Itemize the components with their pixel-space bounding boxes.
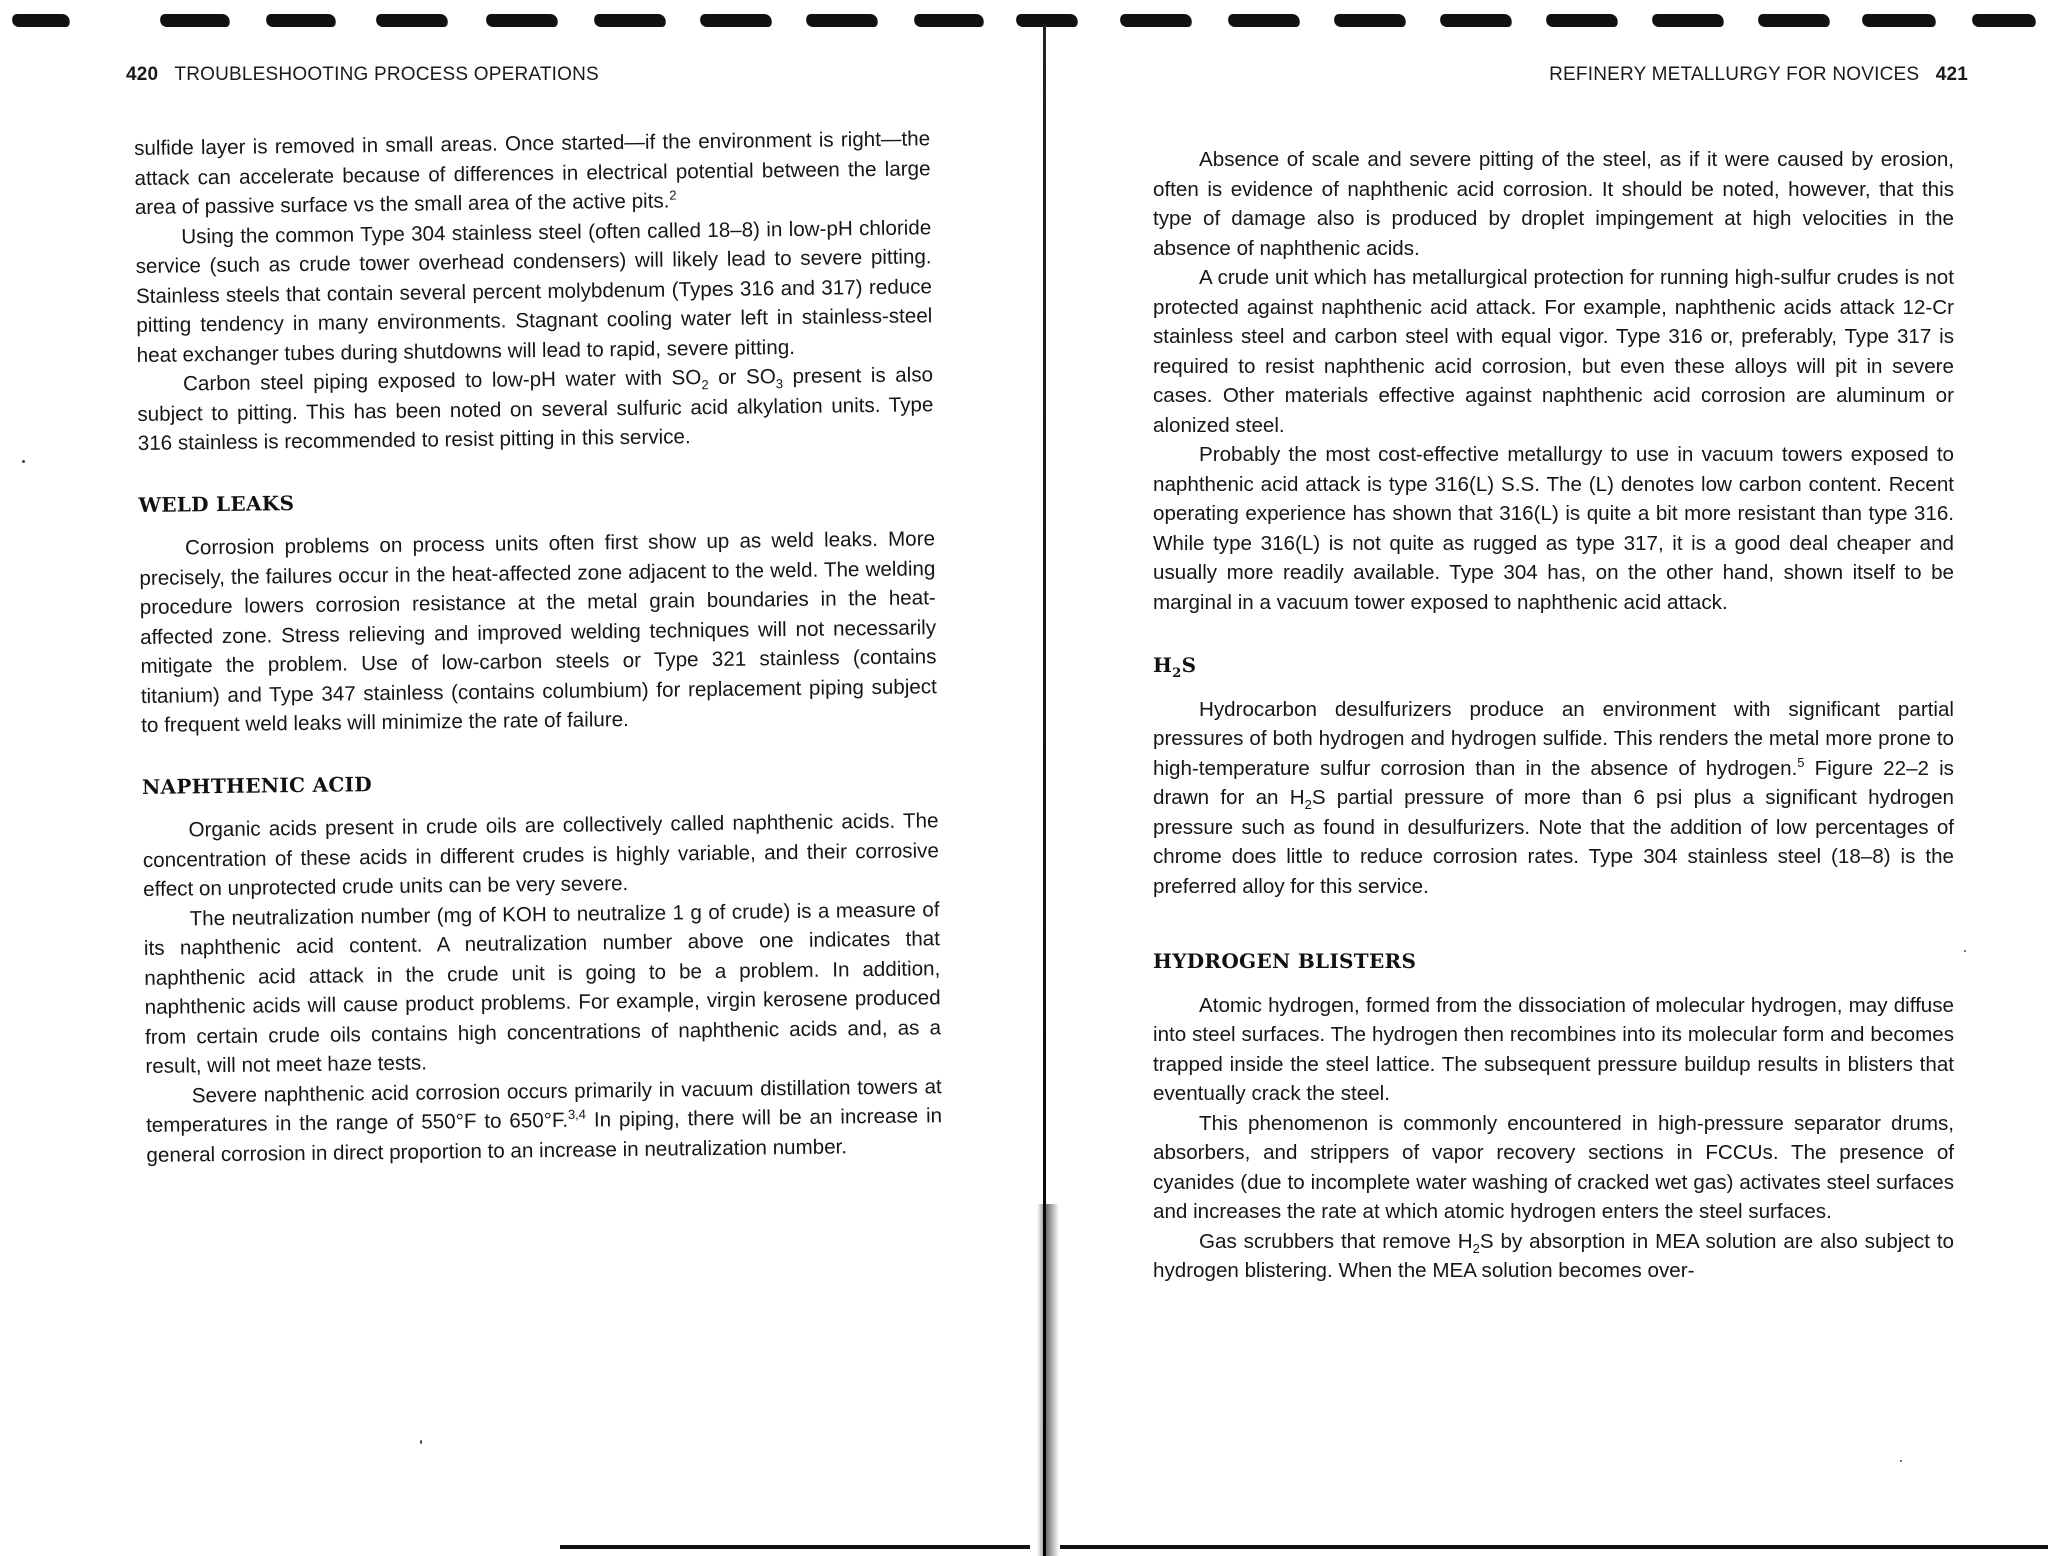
gutter-shadow	[1037, 1204, 1059, 1556]
page-number: 420	[126, 64, 159, 85]
paragraph: Using the common Type 304 stainless steel (often called 18–8) in low-pH chloride service (such as crude tower overhead condensers) will likely lead to severe pitting. Stainless steels that contain several percent molybdenum (Types 316 and 317) reduce pitting tendency in many environments. Stagnant cooling water left in stainless-steel heat exchanger tubes during shutdowns will lead to rapid, severe pitting.	[135, 215, 933, 367]
paragraph: Severe naphthenic acid corrosion occurs primarily in vacuum distillation towers at temperatures in the range of 550°F to 650°F.$^{3,4}$ In piping, there will be an increase in general corrosion in direct proportion to an increase in neutralization number.	[145, 1074, 943, 1167]
paragraph: Carbon steel piping exposed to low-pH water with $SO_2$ or $SO_3$ present is also subject to pitting. This has been noted on several sulfuric acid alkylation units. Type 316 stainless is recommended to resist pitting in this service.	[137, 363, 934, 455]
paragraph: The neutralization number (mg of KOH to neutralize 1 g of crude) is a measure of its naphthenic acid content. A neutralization number above one indicates that naphthenic acid attack in the crude unit is going to be a problem. In addition, naphthenic acids will cause product problems. For example, virgin kerosene produced from certain crude oils contains high concentrations of naphthenic acids and, as a result, will not meet haze tests.	[143, 897, 942, 1078]
scan-speck	[420, 1440, 422, 1444]
footnote-ref: 2	[669, 187, 677, 203]
paragraph: This phenomenon is commonly encountered in high-pressure separator drums, absorbers, and strippers of vapor recovery sections in FCCUs. The presence of cyanides (due to incomplete water washing of cracked wet gas) activates steel surfaces and increases the rate at which atomic hydrogen enters the steel surfaces.	[1153, 1111, 1954, 1223]
scan-speck	[1900, 1460, 1902, 1462]
running-head-title: TROUBLESHOOTING PROCESS OPERATIONS	[174, 64, 599, 85]
running-head-title: REFINERY METALLURGY FOR NOVICES	[1549, 64, 1920, 85]
paragraph: Gas scrubbers that remove $H_2S$ by absorption in MEA solution are also subject to hydrogen blistering. When the MEA solution becomes over-	[1153, 1229, 1954, 1282]
paragraph: Absence of scale and severe pitting of the steel, as if it were caused by erosion, often is evidence of naphthenic acid corrosion. It should be noted, however, that this type of damage also is produced by droplet impingement at high velocities in the absence of naphthenic acids.	[1153, 148, 1954, 260]
footnote-ref: 5	[1797, 754, 1805, 770]
scan-speck	[22, 460, 25, 463]
paragraph: Organic acids present in crude oils are collectively called naphthenic acids. The concentration of these acids in different crudes is highly variable, and their corrosive effect on unprotected crude units can be very severe.	[142, 809, 939, 901]
left-running-head	[126, 64, 599, 86]
right-page	[1060, 0, 2048, 1556]
right-running-head	[1549, 64, 1968, 86]
scan-speck	[1964, 950, 1966, 952]
section-heading: NAPHTHENIC ACID	[141, 771, 373, 799]
right-text-column	[1153, 145, 1954, 1286]
left-text-column	[134, 124, 943, 1170]
paragraph: Hydrocarbon desulfurizers produce an environment with significant partial pressures of both hydrogen and hydrogen sulfide. This renders the metal more prone to high-temperature sulfur corrosion than in the absence of hydrogen.$^5$ Figure 22–2 is drawn for an $H_2S$ partial pressure of more than 6 psi plus a significant hydrogen pressure such as found in desulfurizers. Note that the addition of low percentages of chrome does little to reduce corrosion rates. Type 304 stainless steel (18–8) is the preferred alloy for this service.	[1153, 697, 1954, 898]
section-heading: $H_2S$	[1153, 653, 1197, 681]
paragraph: sulfide layer is removed in small areas. Once started—if the environment is right—the attack can accelerate because of differences in electrical potential between the large area of passive surface vs the small area of the active pits.$^2$	[134, 127, 931, 219]
book-gutter	[1037, 24, 1059, 1556]
paragraph: Probably the most cost-effective metallurgy to use in vacuum towers exposed to naphthenic acid attack is type 316(L) S.S. The (L) denotes low carbon content. Recent operating experience has shown that 316(L) is quite a bit more resistant than type 316. While type 316(L) is not quite as rugged as type 317, it is a good deal cheaper and usually more readily available. Type 304 has, on the other hand, shown itself to be marginal in a vacuum tower exposed to naphthenic acid attack.	[1153, 443, 1954, 614]
paragraph: Corrosion problems on process units often first show up as weld leaks. More precisely, the failures occur in the heat-affected zone adjacent to the weld. The welding procedure lowers corrosion resistance at the metal grain boundaries in the heat-affected zone. Stress relieving and improved welding techniques will not necessarily mitigate the problem. Use of low-carbon steels or Type 321 stainless (contains titanium) and Type 347 stainless (contains columbium) for replacement piping subject to frequent weld leaks will minimize the rate of failure.	[139, 527, 937, 737]
page-number: 421	[1935, 64, 1968, 85]
section-heading: WELD LEAKS	[138, 490, 295, 517]
section-heading: HYDROGEN BLISTERS	[1153, 949, 1417, 973]
footnote-ref: 3,4	[567, 1106, 587, 1122]
paragraph: Atomic hydrogen, formed from the dissociation of molecular hydrogen, may diffuse into steel surfaces. The hydrogen then recombines into its molecular form and becomes trapped inside the steel lattice. The subsequent pressure buildup results in blisters that eventually crack the steel.	[1153, 993, 1954, 1105]
paragraph: A crude unit which has metallurgical protection for running high-sulfur crudes is not protected against naphthenic acid attack. For example, naphthenic acids attack 12-Cr stainless steel and carbon steel with equal vigor. Type 316 or, preferably, Type 317 is required to resist naphthenic acid corrosion, but even these alloys will pit in severe cases. Other materials effective against naphthenic acid corrosion are aluminum or alonized steel.	[1153, 266, 1954, 437]
